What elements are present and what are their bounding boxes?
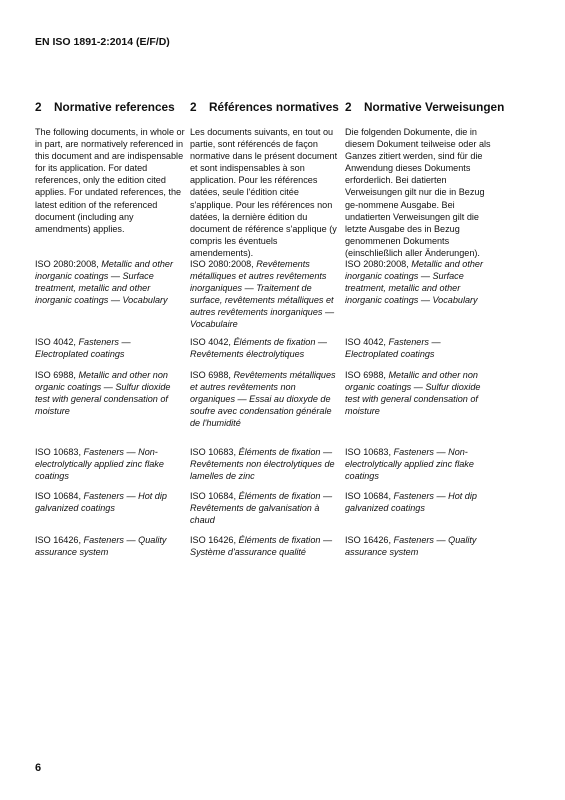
reference-iso-6988	[345, 369, 495, 417]
column-german	[345, 100, 505, 558]
reference-iso-2080	[190, 258, 340, 331]
intro-paragraph: Die folgenden Dokumente, die in diesem Dokument teilweise oder als Ganzes zitiert werden, sind für die Anwendung dieses Dokuments erforderlich. Bei datierten Verweisungen gilt nur die in Bezug ge-nommene Ausgabe. Bei undatierten Verweisungen gilt die letzte Ausgabe des in Bezug genommenen Dokuments (einschließlich aller Änderungen).	[345, 127, 491, 258]
reference-code: ISO 6988,	[35, 370, 79, 380]
section-number: 2	[190, 100, 197, 114]
reference-title: Fasteners — Electroplated coatings	[35, 337, 131, 360]
reference-iso-6988	[35, 369, 185, 417]
reference-title: Fasteners — Electroplated coatings	[345, 337, 441, 360]
reference-iso-10683	[190, 446, 340, 482]
reference-title: Revêtements métalliques et autres revêtements inorganiques — Traitement de surface, revêtements métalliques et autres revêtements inorganiques — Vocabulaire	[190, 259, 335, 330]
intro-paragraph: Les documents suivants, en tout ou partie, sont référencés de façon normative dans le présent document et sont indispensables à son application. Pour les références datées, seule l'édition citée s'applique. Pour les références non datées, la dernière édition du document de référence s'applique (y compris les éventuels amendements).	[190, 127, 338, 258]
reference-code: ISO 4042,	[345, 337, 389, 347]
reference-code: ISO 10684,	[345, 491, 394, 501]
reference-iso-10684	[35, 490, 185, 514]
intro-paragraph: The following documents, in whole or in part, are normatively referenced in this document and are indispensable for its application. For dated references, only the edition cited applies. For undated references, the latest edition of the referenced document (including any amendments) applies.	[35, 127, 185, 234]
reference-iso-10684	[190, 490, 340, 526]
reference-iso-10684	[345, 490, 495, 514]
reference-iso-4042	[190, 336, 340, 360]
reference-code: ISO 4042,	[35, 337, 79, 347]
reference-code: ISO 10684,	[35, 491, 84, 501]
reference-iso-2080	[345, 258, 495, 306]
reference-code: ISO 10683,	[345, 447, 394, 457]
reference-title: Éléments de fixation — Revêtements électrolytiques	[190, 337, 327, 360]
reference-code: ISO 10683,	[190, 447, 239, 457]
reference-iso-2080	[35, 258, 185, 306]
section-number: 2	[345, 100, 352, 114]
reference-title: Metallic and other non organic coatings — Sulfur dioxide test with general condensation of moisture	[345, 370, 481, 417]
section-title: Normative Verweisungen	[364, 100, 505, 114]
reference-title: Fasteners — Hot dip galvanized coatings	[35, 491, 167, 514]
reference-iso-16426	[345, 534, 495, 558]
reference-iso-4042	[35, 336, 185, 360]
section-heading	[35, 100, 185, 118]
reference-code: ISO 6988,	[190, 370, 234, 380]
section-number: 2	[35, 100, 42, 114]
document-id: EN ISO 1891-2:2014 (E/F/D)	[35, 36, 170, 48]
reference-title: Éléments de fixation — Revêtements non électrolytiques de lamelles de zinc	[190, 447, 335, 482]
reference-code: ISO 4042,	[190, 337, 234, 347]
reference-title: Fasteners — Quality assurance system	[345, 535, 477, 558]
reference-iso-6988	[190, 369, 340, 429]
section-title: Normative references	[54, 100, 175, 114]
reference-code: ISO 16426,	[345, 535, 394, 545]
reference-title: Fasteners — Hot dip galvanized coatings	[345, 491, 477, 514]
reference-code: ISO 2080:2008,	[35, 259, 102, 269]
section-heading	[190, 100, 340, 118]
reference-iso-16426	[190, 534, 340, 558]
reference-title: Fasteners — Quality assurance system	[35, 535, 167, 558]
section-title: Références normatives	[209, 100, 339, 114]
page-number: 6	[35, 762, 42, 774]
section-heading	[345, 100, 505, 118]
reference-code: ISO 6988,	[345, 370, 389, 380]
reference-code: ISO 16426,	[35, 535, 84, 545]
reference-title: Éléments de fixation — Système d'assurance qualité	[190, 535, 333, 558]
reference-iso-10683	[35, 446, 185, 482]
reference-title: Fasteners — Non-electrolytically applied zinc flake coatings	[345, 447, 474, 482]
reference-title: Éléments de fixation — Revêtements de galvanisation à chaud	[190, 491, 333, 526]
reference-title: Metallic and other inorganic coatings — Surface treatment, metallic and other inorganic coatings — Vocabulary	[35, 259, 174, 306]
reference-code: ISO 10683,	[35, 447, 84, 457]
reference-iso-16426	[35, 534, 185, 558]
reference-title: Metallic and other non organic coatings — Sulfur dioxide test with general condensation of moisture	[35, 370, 171, 417]
reference-code: ISO 10684,	[190, 491, 239, 501]
reference-title: Metallic and other inorganic coatings — Surface treatment, metallic and other inorganic coatings — Vocabulary	[345, 259, 484, 306]
reference-code: ISO 2080:2008,	[190, 259, 257, 269]
column-french	[190, 100, 340, 558]
reference-code: ISO 16426,	[190, 535, 239, 545]
reference-code: ISO 2080:2008,	[345, 259, 412, 269]
reference-title: Revêtements métalliques et autres revêtements non organiques — Essai au dioxyde de soufre avec condensation générale de l'humidité	[190, 370, 336, 429]
column-english	[35, 100, 185, 558]
reference-iso-4042	[345, 336, 495, 360]
reference-iso-10683	[345, 446, 495, 482]
reference-title: Fasteners — Non-electrolytically applied zinc flake coatings	[35, 447, 164, 482]
